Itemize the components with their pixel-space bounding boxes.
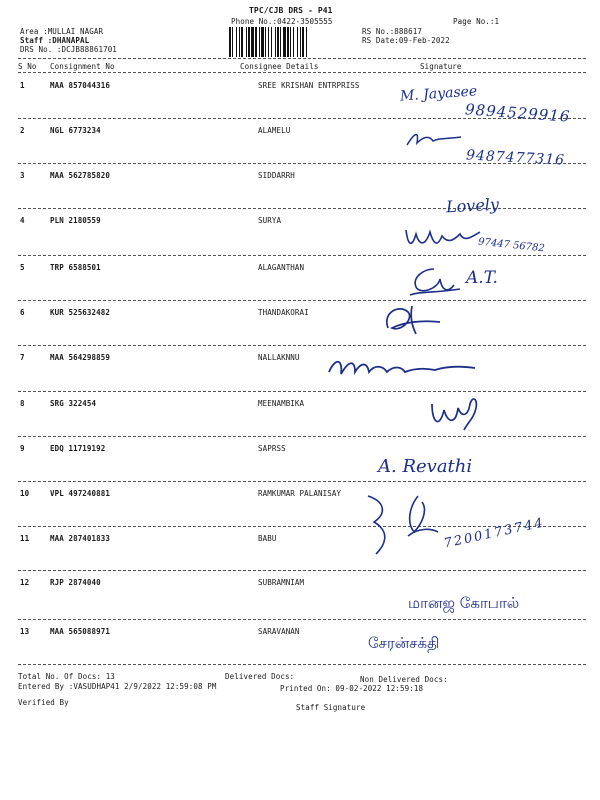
row-consignment-no: VPL 497240881 xyxy=(50,489,110,498)
sheet-title: TPC/CJB DRS - P41 xyxy=(249,6,333,15)
row-consignee-name: SARAVANAN xyxy=(258,627,300,636)
verified-by: Verified By xyxy=(18,698,69,707)
row-sno: 7 xyxy=(20,353,25,362)
row-divider xyxy=(18,300,586,301)
row-sno: 12 xyxy=(20,578,30,587)
row-consignee-name: ALAMELU xyxy=(258,126,291,135)
signature-5-name: A.T. xyxy=(466,268,498,288)
col-header-consignment: Consignment No xyxy=(50,62,115,71)
divider xyxy=(18,58,586,59)
signature-12-name: மானஜ கோபால் xyxy=(408,594,520,612)
signature-8-scribble xyxy=(428,394,488,432)
non-delivered-docs: Non Delivered Docs: xyxy=(360,675,448,684)
row-divider xyxy=(18,570,586,571)
row-consignment-no: MAA 287401833 xyxy=(50,534,110,543)
row-consignment-no: RJP 2874040 xyxy=(50,578,101,587)
signature-2-scribble xyxy=(405,127,465,152)
row-consignee-name: SIDDARRH xyxy=(258,171,295,180)
row-divider xyxy=(18,255,586,256)
barcode-bar xyxy=(307,27,310,57)
row-sno: 3 xyxy=(20,171,25,180)
delivered-docs: Delivered Docs: xyxy=(225,672,295,681)
row-consignment-no: MAA 857044316 xyxy=(50,81,110,90)
signature-1-phone: 9894529916 xyxy=(464,100,571,126)
area-label: Area :MULLAI NAGAR xyxy=(20,27,104,36)
row-consignee-name: THANDAKORAI xyxy=(258,308,309,317)
signature-2-phone: 9487477316 xyxy=(465,147,566,169)
col-header-sno: S No xyxy=(18,62,37,71)
signature-11-phone: 7200173744 xyxy=(442,515,547,552)
row-divider xyxy=(18,436,586,437)
row-divider xyxy=(18,619,586,620)
signature-7-scribble xyxy=(325,354,485,380)
total-docs: Total No. Of Docs: 13 xyxy=(18,672,115,681)
row-consignee-name: MEENAMBIKA xyxy=(258,399,305,408)
phone-number: Phone No.:0422-3505555 xyxy=(231,17,333,26)
row-sno: 13 xyxy=(20,627,30,636)
row-consignee-name: ALAGANTHAN xyxy=(258,263,305,272)
row-sno: 5 xyxy=(20,263,25,272)
page-number: Page No.:1 xyxy=(453,17,500,26)
divider xyxy=(18,664,586,665)
row-sno: 10 xyxy=(20,489,30,498)
row-consignee-name: BABU xyxy=(258,534,277,543)
signature-4-phone: 97447 56782 xyxy=(477,236,546,255)
row-consignee-name: RAMKUMAR PALANISAY xyxy=(258,489,342,498)
row-consignee-name: SUBRAMNIAM xyxy=(258,578,305,587)
row-divider xyxy=(18,391,586,392)
row-consignee-name: NALLAKNNU xyxy=(258,353,300,362)
printed-on: Printed On: 09-02-2022 12:59:18 xyxy=(280,684,424,693)
signature-13-name: சேரன்சக்தி xyxy=(368,634,440,652)
barcode xyxy=(229,27,357,57)
row-consignment-no: MAA 562785820 xyxy=(50,171,110,180)
row-consignee-name: SREE KRISHAN ENTRPRISS xyxy=(258,81,360,90)
signature-4-name: Lovely xyxy=(445,194,500,217)
row-sno: 9 xyxy=(20,444,25,453)
row-sno: 2 xyxy=(20,126,25,135)
row-consignment-no: KUR 525632482 xyxy=(50,308,110,317)
row-consignee-name: SURYA xyxy=(258,216,282,225)
row-divider xyxy=(18,208,586,209)
signature-10-scribble xyxy=(362,492,442,562)
row-sno: 1 xyxy=(20,81,25,90)
divider xyxy=(18,72,586,73)
row-sno: 4 xyxy=(20,216,25,225)
row-divider xyxy=(18,481,586,482)
staff-signature: Staff Signature xyxy=(296,703,366,712)
row-consignment-no: MAA 564298859 xyxy=(50,353,110,362)
rs-date: RS Date:09-Feb-2022 xyxy=(362,36,450,45)
rs-number: RS No.:888617 xyxy=(362,27,422,36)
signature-6-scribble xyxy=(378,298,448,338)
row-consignee-name: SAPRSS xyxy=(258,444,286,453)
row-consignment-no: EDQ 11719192 xyxy=(50,444,106,453)
drs-number: DRS No. :DCJB88861701 xyxy=(20,45,117,54)
entered-by: Entered By :VASUDHAP41 2/9/2022 12:59:08 PM xyxy=(18,682,217,691)
row-sno: 11 xyxy=(20,534,30,543)
row-sno: 8 xyxy=(20,399,25,408)
col-header-consignee: Consignee Details xyxy=(240,62,319,71)
row-consignment-no: PLN 2180559 xyxy=(50,216,101,225)
signature-4-scribble xyxy=(404,224,484,252)
row-consignment-no: NGL 6773234 xyxy=(50,126,101,135)
row-sno: 6 xyxy=(20,308,25,317)
signature-9-name: A. Revathi xyxy=(378,456,473,477)
row-consignment-no: TRP 6588501 xyxy=(50,263,101,272)
signature-1-name: M. Jayasee xyxy=(399,83,478,105)
staff-label: Staff :DHANAPAL xyxy=(20,36,90,45)
row-consignment-no: SRG 322454 xyxy=(50,399,97,408)
col-header-signature: Signature xyxy=(420,62,462,71)
row-consignment-no: MAA 565088971 xyxy=(50,627,110,636)
row-divider xyxy=(18,345,586,346)
